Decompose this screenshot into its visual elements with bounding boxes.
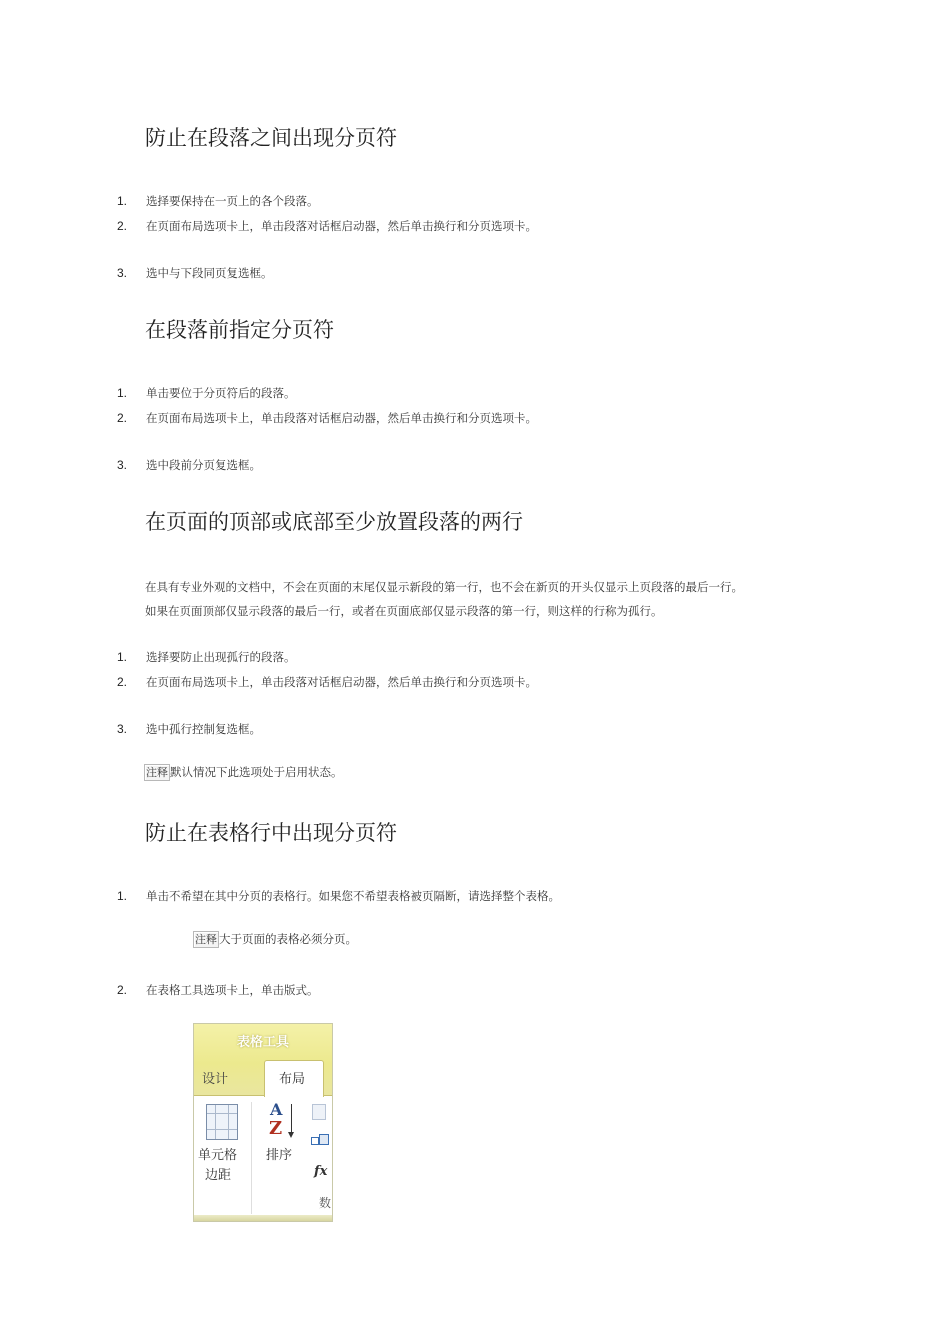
note-icon: 注释 [195,933,217,946]
repeat-header-icon[interactable] [312,1104,326,1120]
list-number: 1. [117,889,128,903]
tab-design[interactable]: 设计 [202,1072,229,1087]
list-item: 单击要位于分页符后的段落。 [146,386,296,400]
cell-margins-label-line2[interactable]: 边距 [205,1168,232,1183]
cell-margins-icon[interactable] [206,1104,238,1140]
data-group-label: 数 [319,1196,332,1210]
cell-margins-label[interactable]: 单元格 [198,1148,238,1163]
note [193,931,357,948]
ribbon-footer [194,1215,332,1221]
list-number: 1. [117,194,128,208]
heading-widow-orphan: 在页面的顶部或底部至少放置段落的两行 [145,510,523,534]
list-item: 选中与下段同页复选框。 [146,266,273,280]
list-number: 2. [117,675,128,689]
list-number: 3. [117,266,128,280]
convert-to-text-icon[interactable] [311,1134,327,1144]
heading-prevent-break-between-paragraphs: 防止在段落之间出现分页符 [145,126,397,150]
list-number: 2. [117,219,128,233]
list-item: 在表格工具选项卡上，单击版式。 [146,983,319,997]
note-text: 大于页面的表格必须分页。 [219,932,357,946]
note [144,764,343,781]
list-item: 在页面布局选项卡上，单击段落对话框启动器，然后单击换行和分页选项卡。 [146,411,537,425]
sort-a-icon[interactable]: A [270,1100,283,1119]
formula-icon[interactable]: fx [314,1164,328,1179]
list-number: 3. [117,722,128,736]
list-number: 3. [117,458,128,472]
sort-z-icon[interactable]: Z [269,1118,283,1139]
sort-button[interactable]: 排序 [266,1148,293,1163]
list-item: 单击不希望在其中分页的表格行。如果您不希望表格被页隔断，请选择整个表格。 [146,889,560,903]
list-number: 2. [117,983,128,997]
list-number: 1. [117,650,128,664]
ribbon-title: 表格工具 [236,1035,289,1050]
list-number: 1. [117,386,128,400]
paragraph-line: 如果在页面顶部仅显示段落的最后一行，或者在页面底部仅显示段落的第一行，则这样的行称为孤行。 [145,604,663,618]
group-separator [251,1102,252,1214]
heading-page-break-before: 在段落前指定分页符 [145,318,334,342]
list-item: 选择要防止出现孤行的段落。 [146,650,296,664]
table-tools-ribbon-image [193,1023,333,1222]
list-item: 选择要保持在一页上的各个段落。 [146,194,319,208]
heading-prevent-break-in-table-row: 防止在表格行中出现分页符 [145,821,397,845]
list-item: 在页面布局选项卡上，单击段落对话框启动器，然后单击换行和分页选项卡。 [146,219,537,233]
note-text: 默认情况下此选项处于启用状态。 [170,765,343,779]
tab-layout-label: 布局 [279,1072,306,1087]
paragraph-line: 在具有专业外观的文档中，不会在页面的末尾仅显示新段的第一行，也不会在新页的开头仅显示上页段落的最后一行。 [145,580,743,594]
list-item: 选中段前分页复选框。 [146,458,261,472]
sort-arrow-icon [291,1104,292,1134]
list-item: 在页面布局选项卡上，单击段落对话框启动器，然后单击换行和分页选项卡。 [146,675,537,689]
tab-layout[interactable] [264,1060,324,1097]
list-number: 2. [117,411,128,425]
list-item: 选中孤行控制复选框。 [146,722,261,736]
note-icon: 注释 [146,766,168,779]
